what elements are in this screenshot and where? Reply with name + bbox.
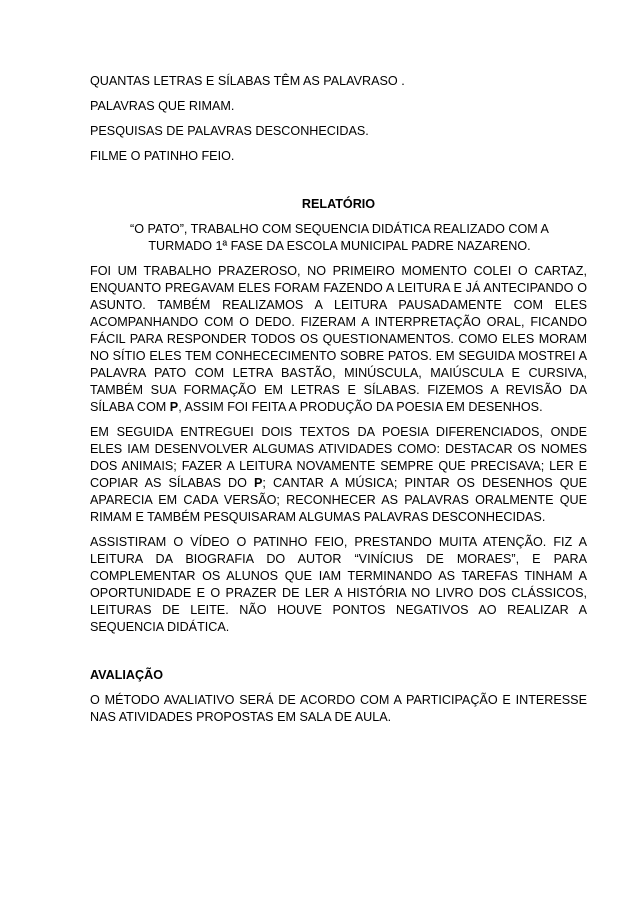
document-content	[90, 73, 587, 734]
report-paragraph-3: ASSISTIRAM O VÍDEO O PATINHO FEIO, PRESTANDO MUITA ATENÇÃO. FIZ A LEITURA DA BIOGRAFIA DO AUTOR “VINÍCIUS DE MORAES”, E PARA COMPLEMENTAR OS ALUNOS QUE IAM TERMINANDO AS TAREFAS TINHAM A OPORTUNIDADE E O PRAZER DE LER A HISTÓRIA NO LIVRO DOS CLÁSSICOS, LEITURAS DE LEITE. NÃO HOUVE PONTOS NEGATIVOS AO REALIZAR A SEQUENCIA DIDÁTICA.	[90, 535, 587, 634]
paragraph-2-text-b: ; CANTAR A MÚSICA; PINTAR OS DESENHOS QUE APARECIA EM CADA VERSÃO; RECONHECER AS PALAVRAS ORALMENTE QUE RIMAM E TAMBÉM PESQUISARAM ALGUMAS PALAVRAS DESCONHECIDAS.	[90, 476, 588, 524]
evaluation-heading: AVALIAÇÃO	[90, 668, 163, 682]
paragraph-1-bold-letter: P	[169, 400, 179, 414]
paragraph-1-text-b: , ASSIM FOI FEITA A PRODUÇÃO DA POESIA EM DESENHOS.	[178, 400, 543, 414]
report-subtitle	[90, 221, 587, 255]
intro-line-2: PALAVRAS QUE RIMAM.	[90, 99, 235, 113]
evaluation-text: O MÉTODO AVALIATIVO SERÁ DE ACORDO COM A PARTICIPAÇÃO E INTERESSE NAS ATIVIDADES PROPOSTAS EM SALA DE AULA.	[90, 693, 587, 724]
report-title: RELATÓRIO	[301, 197, 376, 211]
intro-line-4: FILME O PATINHO FEIO.	[90, 149, 235, 163]
intro-line-1: QUANTAS LETRAS E SÍLABAS TÊM AS PALAVRASO .	[90, 74, 405, 88]
paragraph-2-bold-letter: P	[254, 476, 263, 490]
report-paragraph-2	[90, 424, 587, 526]
report-paragraph-1	[90, 263, 587, 416]
report-subtitle-line-2: TURMADO 1ª FASE DA ESCOLA MUNICIPAL PADRE NAZARENO.	[148, 239, 531, 253]
paragraph-1-text-a: FOI UM TRABALHO PRAZEROSO, NO PRIMEIRO MOMENTO COLEI O CARTAZ, ENQUANTO PREGAVAM ELES FORAM FAZENDO A LEITURA E JÁ ANTECIPANDO O ASUNTO. TAMBÉM REALIZAMOS A LEITURA PAUSADAMENTE COM ELES ACOMPANHANDO COM O DEDO. FIZERAM A INTERPRETAÇÃO ORAL, FICANDO FÁCIL PARA RESPONDER TODOS OS QUESTIONAMENTOS. COMO ELES MORAM NO SÍTIO ELES TEM CONHECECIMENTO SOBRE PATOS. EM SEGUIDA MOSTREI A PALAVRA PATO COM LETRA BASTÃO, MINÚSCULA, MAIÚSCULA E CURSIVA, TAMBÉM SUA FORMAÇÃO EM LETRAS E SÍLABAS. FIZEMOS A REVISÃO DA SÍLABA COM	[90, 264, 587, 414]
report-subtitle-line-1: “O PATO”, TRABALHO COM SEQUENCIA DIDÁTICA REALIZADO COM A	[130, 222, 549, 236]
intro-line-3: PESQUISAS DE PALAVRAS DESCONHECIDAS.	[90, 124, 369, 138]
paragraph-2-text-a: EM SEGUIDA ENTREGUEI DOIS TEXTOS DA POESIA DIFERENCIADOS, ONDE ELES IAM DESENVOLVER ALGUMAS ATIVIDADES COMO: DESTACAR OS NOMES DOS ANIMAIS; FAZER A LEITURA NOVAMENTE SEMPRE QUE PRECISAVA; LER E COPIAR AS SÍLABAS DO	[90, 425, 587, 490]
